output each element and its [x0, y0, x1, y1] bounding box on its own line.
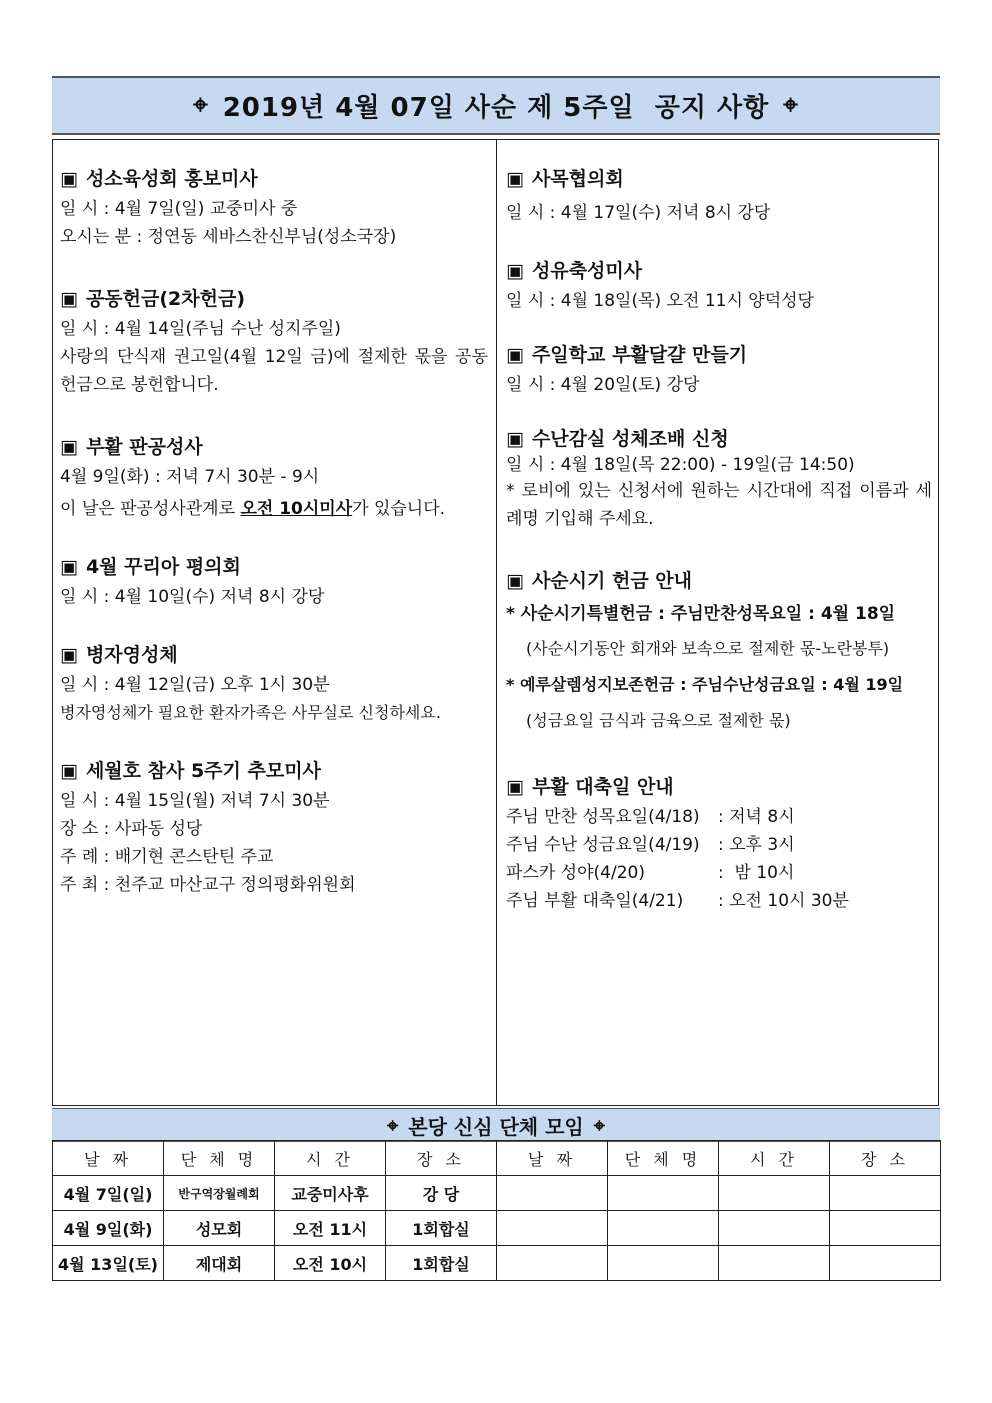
schedule-line: 파스카 성야(4/20) : 밤 10시	[506, 863, 795, 883]
notice-line: 주 최 : 천주교 마산교구 정의평화위원회	[60, 875, 356, 895]
table-cell	[830, 1176, 941, 1211]
section-title: ▣ 부활 대축일 안내	[506, 776, 674, 798]
table-cell	[497, 1211, 608, 1246]
group-meeting-title-bar	[52, 1108, 940, 1142]
notice-line: 오시는 분 : 정연동 세바스찬신부님(성소국장)	[60, 227, 397, 247]
table-cell: 4월 7일(일)	[53, 1176, 164, 1211]
header-group: 단 체 명	[164, 1141, 275, 1176]
notice-section	[60, 433, 488, 523]
table-cell	[830, 1246, 941, 1281]
header-date: 날 짜	[53, 1141, 164, 1176]
square-bullet-icon: ▣	[60, 760, 78, 782]
header-time: 시 간	[275, 1141, 386, 1176]
section-title: ▣ 수난감실 성체조배 신청	[506, 428, 729, 450]
left-column	[60, 165, 488, 925]
table-cell: 오전 11시	[275, 1211, 386, 1246]
notice-section	[60, 165, 488, 251]
square-bullet-icon: ▣	[60, 436, 78, 458]
page-title: 2019년 4월 07일 사순 제 5주일 공지 사항	[222, 93, 770, 123]
notice-line: * 로비에 있는 신청서에 원하는 시간대에 직접 이름과 세례명 기입해 주세요.	[506, 481, 932, 529]
table-cell	[608, 1246, 719, 1281]
table-cell: 반구역장월례회	[164, 1176, 275, 1211]
section-title: ▣ 병자영성체	[60, 644, 178, 666]
notice-line: * 사순시기특별헌금 : 주님만찬성목요일 : 4월 18일	[506, 604, 896, 624]
header-group: 단 체 명	[608, 1141, 719, 1176]
table-cell	[719, 1211, 830, 1246]
square-bullet-icon: ▣	[60, 644, 78, 666]
section-title: ▣ 성소육성회 홍보미사	[60, 168, 258, 190]
cross-symbol-icon: ⌖	[783, 90, 799, 120]
notice-line: 일 시 : 4월 10일(수) 저녁 8시 강당	[60, 587, 325, 607]
section-title: ▣ 성유축성미사	[506, 260, 643, 282]
table-cell: 1회합실	[386, 1246, 497, 1281]
highlighted-mass-time: 오전 10시미사	[240, 499, 353, 519]
square-bullet-icon: ▣	[506, 776, 524, 798]
notice-note: (성금요일 금식과 금육으로 절제한 몫)	[526, 711, 791, 730]
notice-section	[60, 641, 488, 727]
table-cell: 교중미사후	[275, 1176, 386, 1211]
header-date: 날 짜	[497, 1141, 608, 1176]
notice-line: 이 날은 판공성사관계로 오전 10시미사가 있습니다.	[60, 499, 446, 519]
column-divider	[496, 139, 497, 1106]
notice-section	[506, 425, 932, 533]
table-row	[53, 1246, 941, 1281]
table-cell	[608, 1211, 719, 1246]
notice-line: 일 시 : 4월 18일(목) 오전 11시 양덕성당	[506, 291, 814, 311]
notice-line: 일 시 : 4월 15일(월) 저녁 7시 30분	[60, 791, 330, 811]
table-cell: 오전 10시	[275, 1246, 386, 1281]
table-cell	[497, 1246, 608, 1281]
table-cell	[608, 1176, 719, 1211]
table-cell: 4월 9일(화)	[53, 1211, 164, 1246]
square-bullet-icon: ▣	[506, 428, 524, 450]
table-header-row	[53, 1141, 941, 1176]
header-place: 장 소	[386, 1141, 497, 1176]
schedule-line: 주님 부활 대축일(4/21) : 오전 10시 30분	[506, 891, 849, 911]
section-title: ▣ 사목협의회	[506, 168, 624, 190]
cross-symbol-icon: ⌖	[193, 90, 209, 120]
header-place: 장 소	[830, 1141, 941, 1176]
table-cell	[830, 1211, 941, 1246]
table-cell	[719, 1246, 830, 1281]
square-bullet-icon: ▣	[506, 344, 524, 366]
notice-line: 일 시 : 4월 12일(금) 오후 1시 30분	[60, 675, 330, 695]
notice-line: * 예루살렘성지보존헌금 : 주님수난성금요일 : 4월 19일	[506, 675, 904, 694]
notice-section	[60, 757, 488, 899]
square-bullet-icon: ▣	[506, 260, 524, 282]
notice-line: 일 시 : 4월 7일(일) 교중미사 중	[60, 199, 298, 219]
notice-line: 주 례 : 배기현 콘스탄틴 주교	[60, 847, 274, 867]
page-title-bar	[52, 76, 940, 135]
section-title: ▣ 세월호 참사 5주기 추모미사	[60, 760, 321, 782]
schedule-line: 주님 수난 성금요일(4/19) : 오후 3시	[506, 835, 795, 855]
table-cell: 강 당	[386, 1176, 497, 1211]
notice-section	[506, 773, 932, 915]
notice-line: 병자영성체가 필요한 환자가족은 사무실로 신청하세요.	[60, 703, 441, 722]
notice-section	[506, 165, 932, 227]
table-cell: 1회합실	[386, 1211, 497, 1246]
square-bullet-icon: ▣	[506, 570, 524, 592]
table-row	[53, 1176, 941, 1211]
section-title: ▣ 공동헌금(2차헌금)	[60, 288, 246, 310]
cross-symbol-icon: ⌖	[387, 1113, 399, 1137]
cross-symbol-icon: ⌖	[593, 1113, 605, 1137]
notice-section	[506, 257, 932, 315]
notice-line: 사랑의 단식재 권고일(4월 12일 금)에 절제한 몫을 공동헌금으로 봉헌합니다.	[60, 347, 488, 395]
table-cell: 4월 13일(토)	[53, 1246, 164, 1281]
notice-section	[506, 567, 932, 739]
notice-line: 4월 9일(화) : 저녁 7시 30분 - 9시	[60, 467, 320, 487]
square-bullet-icon: ▣	[60, 556, 78, 578]
notice-line: 일 시 : 4월 20일(토) 강당	[506, 375, 700, 395]
section-title: ▣ 주일학교 부활달걀 만들기	[506, 344, 748, 366]
notice-section	[506, 341, 932, 399]
table-row	[53, 1211, 941, 1246]
schedule-line: 주님 만찬 성목요일(4/18) : 저녁 8시	[506, 807, 795, 827]
notice-section	[60, 285, 488, 399]
section-title: ▣ 4월 꾸리아 평의회	[60, 556, 241, 578]
table-cell: 제대회	[164, 1246, 275, 1281]
section-title: ▣ 부활 판공성사	[60, 436, 203, 458]
group-meeting-table	[52, 1140, 941, 1281]
notice-section	[60, 553, 488, 611]
table-cell	[719, 1176, 830, 1211]
table-cell: 성모회	[164, 1211, 275, 1246]
square-bullet-icon: ▣	[60, 168, 78, 190]
notice-line: 일 시 : 4월 14일(주님 수난 성지주일)	[60, 319, 341, 339]
notice-line: 일 시 : 4월 18일(목 22:00) - 19일(금 14:50)	[506, 455, 855, 475]
group-meeting-title: 본당 신심 단체 모임	[408, 1114, 584, 1139]
section-title: ▣ 사순시기 헌금 안내	[506, 570, 693, 592]
notice-line: 장 소 : 사파동 성당	[60, 819, 203, 839]
square-bullet-icon: ▣	[506, 168, 524, 190]
square-bullet-icon: ▣	[60, 288, 78, 310]
notice-line: 일 시 : 4월 17일(수) 저녁 8시 강당	[506, 203, 771, 223]
table-cell	[497, 1176, 608, 1211]
notice-note: (사순시기동안 회개와 보속으로 절제한 몫-노란봉투)	[526, 639, 890, 658]
right-column	[506, 165, 932, 941]
header-time: 시 간	[719, 1141, 830, 1176]
